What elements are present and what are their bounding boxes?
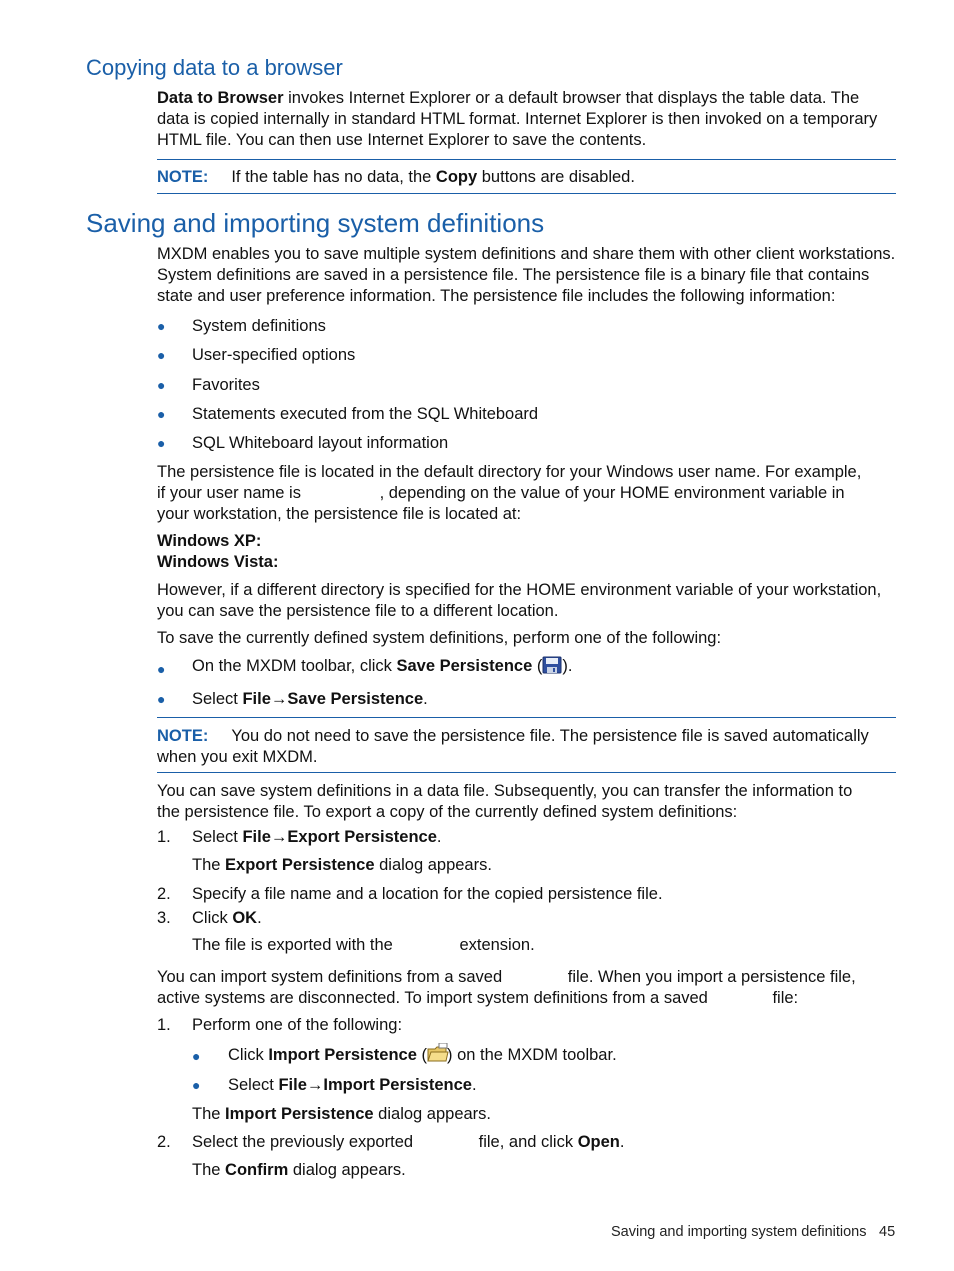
list-item-save-menu: Select File→Save Persistence. [192, 690, 428, 708]
paragraph-location: The persistence file is located in the default directory for your Windows user name. For example, if your user name is , depending on the value of your HOME environment variable in your workstation, the persistence file is located at: [157, 463, 862, 523]
list-item-import-toolbar: Click Import Persistence ( ) on the MXDM toolbar. [228, 1043, 617, 1066]
step-export-click-ok: Click OK. [192, 909, 262, 927]
note-label: NOTE: [157, 727, 209, 745]
step-number: 1. [157, 1016, 171, 1034]
step-number: 2. [157, 1133, 171, 1151]
note-rule-top [157, 159, 896, 160]
paragraph-import: You can import system definitions from a saved file. When you import a persistence file, active systems are disconnected. To import system definitions from a saved file: [157, 968, 856, 1007]
label-windows-xp: Windows XP: [157, 532, 262, 550]
bullet-icon: ● [192, 1077, 201, 1093]
bullet-icon: ● [157, 347, 166, 363]
list-item: Statements executed from the SQL Whiteboard [192, 405, 539, 423]
step-export-result: The Export Persistence dialog appears. [192, 856, 492, 874]
section-title-copying: Copying data to a browser [86, 55, 343, 80]
paragraph-intro: MXDM enables you to save multiple system definitions and share them with other client workstations. System definitions are saved in a persistence file. The persistence file is a binary file that contains state and user preference information. The persistence file includes the following information: [157, 245, 896, 305]
paragraph-export: You can save system definitions in a data file. Subsequently, you can transfer the information to the persistence file. To export a copy of the currently defined system definitions: [157, 782, 853, 821]
bullet-icon: ● [157, 691, 166, 707]
label-windows-vista: Windows Vista: [157, 553, 279, 571]
term-data-to-browser: Data to Browser [157, 89, 284, 107]
bullet-icon: ● [157, 406, 166, 422]
list-item: System definitions [192, 317, 326, 335]
step-number: 1. [157, 828, 171, 846]
note-rule-bottom [157, 193, 896, 194]
bullet-icon: ● [157, 318, 166, 334]
step-import-confirm: The Confirm dialog appears. [192, 1161, 406, 1179]
paragraph-to-save: To save the currently defined system definitions, perform one of the following: [157, 629, 722, 647]
note-copy-disabled: NOTE: If the table has no data, the Copy buttons are disabled. [157, 168, 635, 186]
step-export-extension: The file is exported with the extension. [192, 936, 535, 954]
list-item: User-specified options [192, 346, 356, 364]
step-import-select: Select the previously exported file, and click Open. [192, 1133, 625, 1151]
step-export-specify: Specify a file name and a location for the copied persistence file. [192, 885, 663, 903]
list-item-import-menu: Select File→Import Persistence. [228, 1076, 477, 1094]
list-item-save-toolbar: On the MXDM toolbar, click Save Persistence ( ). [192, 657, 573, 675]
save-persistence-icon [542, 656, 562, 674]
step-export-select: Select File→Export Persistence. [192, 828, 442, 846]
page-number: 45 [879, 1224, 896, 1240]
step-number: 3. [157, 909, 171, 927]
bullet-icon: ● [157, 377, 166, 393]
bullet-icon: ● [157, 661, 166, 677]
step-number: 2. [157, 885, 171, 903]
list-item: SQL Whiteboard layout information [192, 434, 449, 452]
note2-rule-bottom [157, 772, 896, 773]
section-title-saving: Saving and importing system definitions [86, 208, 545, 238]
bullet-icon: ● [192, 1048, 201, 1064]
note-label: NOTE: [157, 168, 209, 186]
step-import-perform: Perform one of the following: [192, 1016, 403, 1034]
import-persistence-icon [427, 1043, 447, 1061]
footer-section-title: Saving and importing system definitions [611, 1224, 867, 1240]
bullet-icon: ● [157, 435, 166, 451]
note-save-auto: NOTE: You do not need to save the persistence file. The persistence file is saved automatically when you exit MXDM. [157, 727, 869, 766]
step-import-result: The Import Persistence dialog appears. [192, 1105, 492, 1123]
paragraph-data-to-browser: Data to Browser invokes Internet Explorer or a default browser that displays the table data. The data is copied internally in standard HTML format. Internet Explorer is then invoked on a temporary HTML file. You can then use Internet Explorer to save the contents. [157, 89, 878, 149]
paragraph-however: However, if a different directory is specified for the HOME environment variable of your workstation, you can save the persistence file to a different location. [157, 581, 882, 620]
note2-rule-top [157, 717, 896, 718]
list-item: Favorites [192, 376, 260, 394]
